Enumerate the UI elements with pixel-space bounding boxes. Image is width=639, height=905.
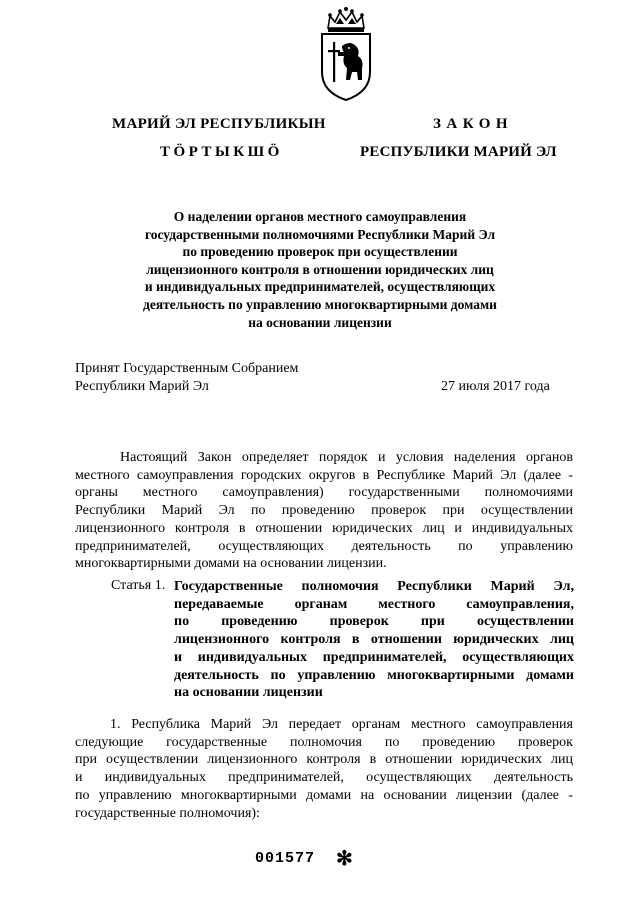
article-title [174, 578, 574, 702]
adoption-date: 27 июля 2017 года [441, 379, 550, 394]
preamble-line: Настоящий Закон определяет порядок и условия наделения органов [120, 450, 573, 465]
preamble-line: местного самоуправления городских округов в Республике Марий Эл (далее - [75, 467, 573, 483]
law-title-line: на основании лицензии [248, 314, 392, 330]
article-title-line: Государственные полномочия Республики Марий Эл, [174, 579, 574, 594]
article-paragraph-line: и индивидуальных предпринимателей, осуществляющих деятельность [75, 770, 573, 786]
asterisk-mark-icon: ✻ [336, 848, 353, 870]
header-left-line1: МАРИЙ ЭЛ РЕСПУБЛИКЫН [112, 116, 326, 132]
law-title [100, 208, 540, 331]
article-paragraph-line: следующие государственные полномочия по проведению проверок [75, 734, 573, 750]
article-paragraph-line: по управлению многоквартирными домами на основании лицензии (далее - [75, 787, 573, 803]
article-title-line: и индивидуальных предпринимателей, осуществляющих [174, 649, 574, 665]
article-title-line: по проведению проверок при осуществлении [174, 614, 574, 630]
article-title-line: деятельность по управлению многоквартирными домами [174, 667, 574, 683]
preamble-line: лицензионного контроля в отношении юридических лиц и индивидуальных [75, 520, 573, 536]
header-right-line2: РЕСПУБЛИКИ МАРИЙ ЭЛ [360, 144, 557, 160]
preamble-line: многоквартирными домами на основании лицензии. [75, 556, 387, 572]
preamble-line: органы местного самоуправления) государственными полномочиями [75, 485, 573, 501]
document-number: 001577 [255, 850, 316, 867]
preamble-line: предпринимателей, осуществляющих деятельность по управлению [75, 538, 573, 554]
article-paragraph-1 [75, 716, 573, 822]
law-title-line: по проведению проверок при осуществлении [182, 244, 458, 260]
article-title-line: лицензионного контроля в отношении юридических лиц [174, 632, 574, 648]
article-label: Статья 1. [111, 578, 166, 593]
law-title-line: О наделении органов местного самоуправления [173, 209, 467, 224]
article-paragraph-line: государственные полномочия): [75, 805, 260, 821]
header-right-line1: ЗАКОН [433, 116, 514, 132]
article-title-line: на основании лицензии [174, 685, 323, 701]
article-title-line: передаваемые органам местного самоуправления, [174, 596, 574, 612]
article-paragraph-line: 1. Республика Марий Эл передает органам местного самоуправления [110, 717, 573, 732]
law-title-line: государственными полномочиями Республики Марий Эл [144, 226, 496, 242]
adoption-line1: Принят Государственным Собранием [75, 361, 299, 376]
preamble-line: Республики Марий Эл по проведению проверок при осуществлении [75, 503, 573, 519]
law-title-line: лицензионного контроля в отношении юридических лиц [146, 261, 494, 277]
header-left-line2: ТӦРТЫКШӦ [160, 144, 283, 160]
adoption-line2: Республики Марий Эл [75, 379, 209, 394]
preamble-paragraph [75, 449, 573, 573]
article-paragraph-line: при осуществлении лицензионного контроля в отношении юридических лиц [75, 752, 573, 768]
law-title-line: деятельность по управлению многоквартирными домами [143, 296, 497, 312]
coat-of-arms-icon [316, 6, 376, 102]
law-title-line: и индивидуальных предпринимателей, осуществляющих [144, 279, 496, 295]
